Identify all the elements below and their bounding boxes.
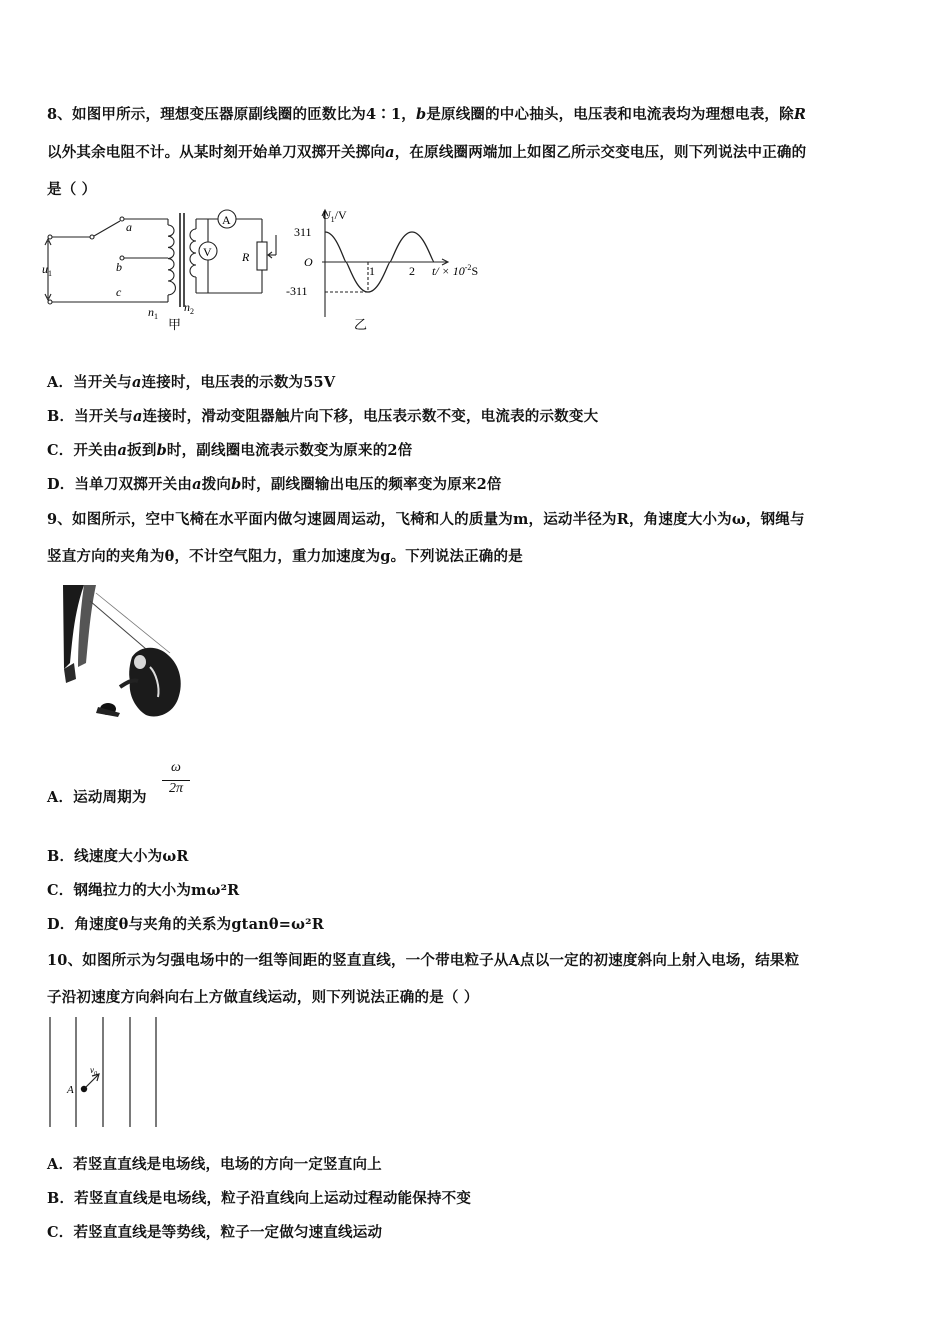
q10-line2: 子沿初速度方向斜向右上方做直线运动，则下列说法正确的是（ ） — [47, 989, 479, 1006]
q10-option-c: C．若竖直直线是等势线，粒子一定做匀速直线运动 — [47, 1224, 383, 1241]
y-max-label: 311 — [294, 225, 312, 239]
q8-option-a: A．当开关与a连接时，电压表的示数为55V — [47, 374, 336, 391]
q8-option-c: C．开关由a扳到b时，副线圈电流表示数变为原来的2倍 — [47, 442, 413, 459]
q8-option-d: D．当单刀双掷开关由a拨向b时，副线圈输出电压的频率变为原来2倍 — [47, 476, 502, 493]
ammeter-label: A — [222, 213, 231, 227]
fraction-denominator: 2π — [168, 781, 183, 796]
q9-option-c: C．钢绳拉力的大小为mω²R — [47, 882, 240, 899]
y-min-label: -311 — [286, 284, 308, 298]
q9-option-d: D．角速度θ与夹角的关系为gtanθ=ω²R — [47, 916, 324, 933]
q9-line1: 9、如图所示，空中飞椅在水平面内做匀速圆周运动，飞椅和人的质量为m，运动半径为R，角速度大小为ω，钢绳与 — [47, 511, 805, 528]
u1-label: $u_1$ — [42, 262, 52, 278]
x-axis-label: $t/ \times 10^{-2}S$ — [432, 263, 479, 278]
q10-option-b: B．若竖直直线是电场线，粒子沿直线向上运动过程动能保持不变 — [47, 1190, 472, 1207]
figure-caption-jia: 甲 — [168, 317, 182, 332]
fraction-numerator: ω — [171, 760, 181, 775]
switch-label-c: c — [116, 285, 122, 299]
switch-label-b: b — [116, 260, 122, 274]
x-tick-1: 1 — [369, 264, 375, 278]
point-a-label: A — [67, 1084, 74, 1096]
resistor-label: R — [242, 250, 250, 264]
q8-line2: 以外其余电阻不计。从某时刻开始单刀双掷开关掷向a，在原线圈两端加上如图乙所示交变电压，则下列说法中正确的 — [47, 144, 807, 161]
y-axis-label: $U_1/V$ — [322, 208, 347, 224]
q10-option-a: A．若竖直直线是电场线，电场的方向一定竖直向上 — [47, 1156, 382, 1173]
x-tick-2: 2 — [409, 264, 415, 278]
particle-point-a — [81, 1086, 87, 1092]
velocity-label: $v_0$ — [90, 1065, 97, 1077]
field-lines-figure — [44, 1015, 164, 1130]
q8-option-b: B．当开关与a连接时，滑动变阻器触片向下移，电压表示数不变，电流表的示数变大 — [47, 408, 599, 425]
q9-option-a: A．运动周期为 — [47, 789, 147, 806]
origin-label: O — [304, 255, 313, 269]
voltage-graph-figure — [282, 205, 507, 335]
q8-line3: 是（ ） — [47, 181, 97, 198]
q9-option-b: B．线速度大小为ωR — [47, 848, 189, 865]
switch-label-a: a — [126, 220, 132, 234]
q9-line2: 竖直方向的夹角为θ，不计空气阻力，重力加速度为g。下列说法正确的是 — [47, 548, 523, 565]
n2-label: $n_2$ — [184, 300, 194, 316]
voltmeter-label: V — [203, 245, 212, 259]
n1-label: $n_1$ — [148, 305, 158, 321]
q10-line1: 10、如图所示为匀强电场中的一组等间距的竖直直线，一个带电粒子从A点以一定的初速度斜向上射入电场，结果粒 — [47, 952, 800, 969]
q8-line1: 8、如图甲所示，理想变压器原副线圈的匝数比为4∶1，b是原线圈的中心抽头，电压表和电流表均为理想电表，除R — [47, 106, 807, 123]
transformer-circuit-figure — [40, 205, 300, 335]
figure-caption-yi: 乙 — [354, 317, 368, 332]
flying-chair-photo — [60, 583, 185, 723]
period-fraction — [160, 760, 192, 797]
